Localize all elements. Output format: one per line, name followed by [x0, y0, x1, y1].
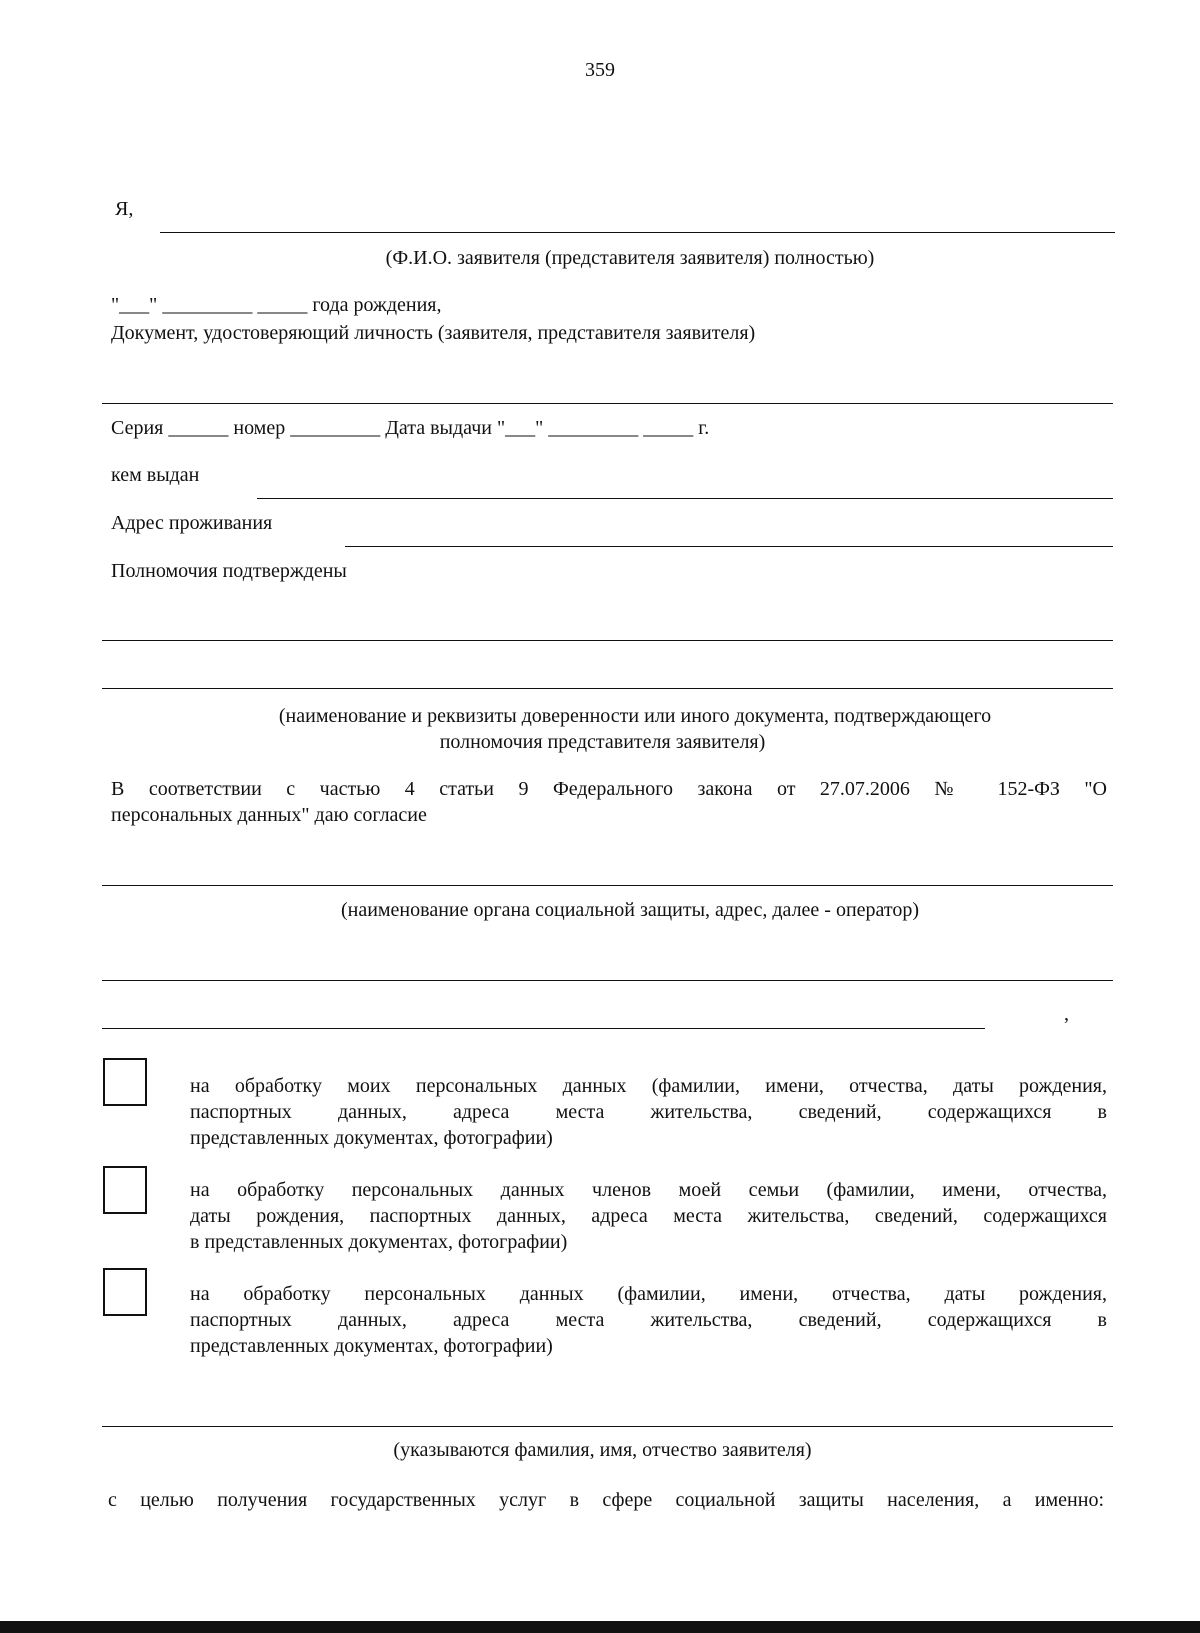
consent-option-3-line-2: паспортных данных, адреса места жительства, сведений, содержащихся в: [190, 1309, 1107, 1331]
operator-field[interactable]: [102, 885, 1113, 886]
law-reference-line-1: В соответствии с частью 4 статьи 9 Федерального закона от 27.07.2006 № 152-ФЗ "О: [111, 778, 1107, 800]
consent-option-3-line-1: на обработку персональных данных (фамилии, имени, отчества, даты рождения,: [190, 1283, 1107, 1305]
authority-caption-line-2: полномочия представителя заявителя): [439, 731, 766, 753]
authority-caption-line-1: (наименование и реквизиты доверенности или иного документа, подтверждающего: [278, 705, 992, 727]
consent-option-3-line-3: представленных документах, фотографии): [190, 1335, 553, 1357]
applicant-name-caption: (Ф.И.О. заявителя (представителя заявителя) полностью): [385, 247, 875, 269]
authority-field-2[interactable]: [102, 688, 1113, 689]
applicant-prefix: Я,: [115, 198, 134, 220]
id-document-field[interactable]: [102, 403, 1113, 404]
consent-family-data-checkbox[interactable]: [103, 1166, 147, 1214]
authority-label: Полномочия подтверждены: [111, 560, 347, 582]
consent-option-2-line-1: на обработку персональных данных членов моей семьи (фамилии, имени, отчества,: [190, 1179, 1107, 1201]
operator-address-field-2[interactable]: [102, 1028, 985, 1029]
consent-own-data-checkbox[interactable]: [103, 1058, 147, 1106]
purpose-line: с целью получения государственных услуг в сфере социальной защиты населения, а именно:: [108, 1489, 1104, 1511]
issued-by-label: кем выдан: [111, 464, 200, 486]
consent-other-data-checkbox[interactable]: [103, 1268, 147, 1316]
consent-option-2-line-2: даты рождения, паспортных данных, адреса места жительства, сведений, содержащихся: [190, 1205, 1107, 1227]
scan-edge: [0, 1621, 1200, 1633]
address-field[interactable]: [345, 546, 1113, 547]
trailing-comma: ,: [1064, 1003, 1069, 1025]
issued-by-field[interactable]: [257, 498, 1113, 499]
consent-option-1-line-3: представленных документах, фотографии): [190, 1127, 553, 1149]
consent-option-1-line-1: на обработку моих персональных данных (фамилии, имени, отчества, даты рождения,: [190, 1075, 1107, 1097]
id-document-label: Документ, удостоверяющий личность (заявителя, представителя заявителя): [111, 322, 756, 344]
authority-field-1[interactable]: [102, 640, 1113, 641]
law-reference-line-2: персональных данных" даю согласие: [111, 804, 427, 826]
consent-option-1-line-2: паспортных данных, адреса места жительства, сведений, содержащихся в: [190, 1101, 1107, 1123]
applicant-name-field[interactable]: [160, 232, 1115, 233]
operator-address-field-1[interactable]: [102, 980, 1113, 981]
consent-option-2-line-3: в представленных документах, фотографии): [190, 1231, 568, 1253]
operator-caption: (наименование органа социальной защиты, адрес, далее - оператор): [340, 899, 920, 921]
passport-line[interactable]: Серия ______ номер _________ Дата выдачи "___" _________ _____ г.: [111, 417, 710, 439]
applicant-fio-field[interactable]: [102, 1426, 1113, 1427]
birth-date-line[interactable]: "___" _________ _____ года рождения,: [111, 294, 442, 316]
page-number: 359: [585, 59, 615, 81]
address-label: Адрес проживания: [111, 512, 273, 534]
applicant-fio-caption: (указываются фамилия, имя, отчество заявителя): [393, 1439, 812, 1461]
